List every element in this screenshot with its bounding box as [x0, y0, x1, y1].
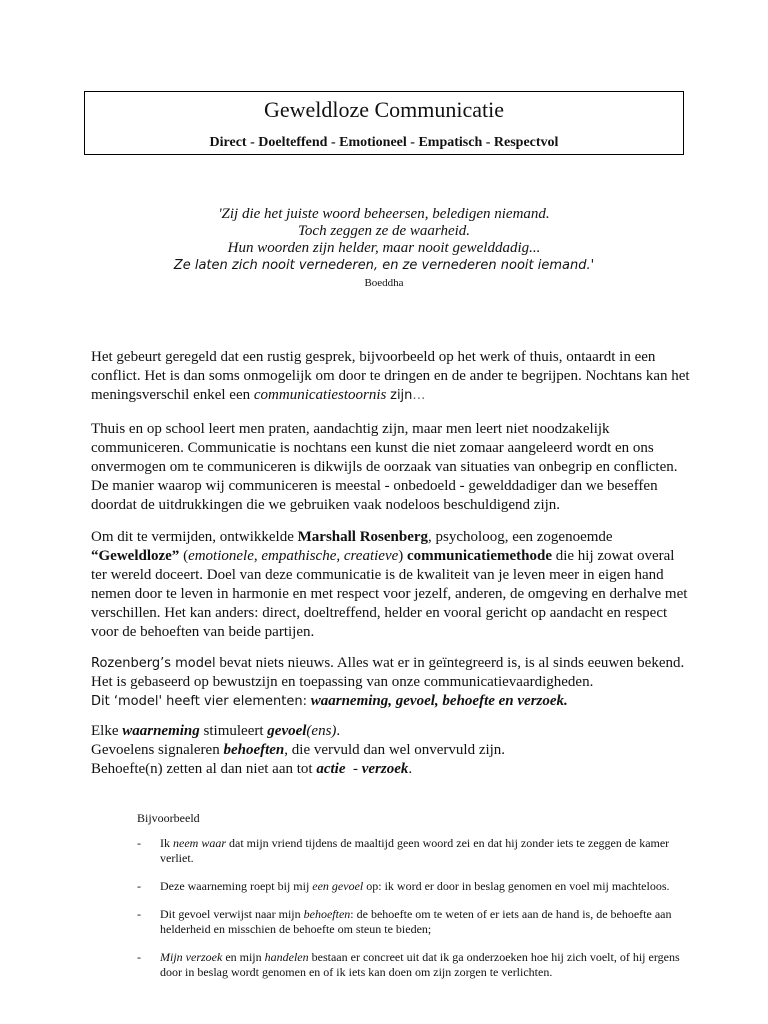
paragraph-2	[91, 420, 691, 515]
p5-line3-verzoek: verzoek	[361, 761, 409, 777]
quote-line-2: Toch zeggen ze de waarheid.	[297, 223, 471, 239]
p5-line3-c: -	[345, 761, 362, 777]
p3-text-4: ,	[253, 548, 262, 564]
p3-term: “Geweldloze”	[91, 548, 180, 564]
quote-line-1: 'Zij die het juiste woord beheersen, beledigen niemand.	[218, 206, 550, 222]
paragraph-1-dots: …	[412, 388, 426, 403]
p4-model: Rozenberg’s model	[91, 656, 216, 671]
item-3-c: : de behoefte om te weten of er iets aan de hand is, de behoefte aan helderheid en misschien de behoefte om steun te bieden;	[160, 907, 672, 936]
item-2-c: op: ik word er door in beslag genomen en voel mij machteloos.	[363, 879, 670, 893]
example-heading: Bijvoorbeeld	[137, 811, 200, 825]
list-item	[137, 879, 697, 894]
p5-line1-ens: (ens)	[306, 723, 337, 739]
paragraph-2-text: Thuis en op school leert men praten, aandachtig zijn, maar men leert niet noodzakelijk communiceren. Communicatie is nochtans een kunst die niet zomaar aangeleerd wordt en ons onvermogen om te communiceren is dikwijls de oorzaak van situaties van onbegrip en conflicten. De manier waarop wij communiceren is meestal - onbedoeld - gewelddadiger dan we beseffen doordat de uitdrukkingen die we gebruiken vaak nodeloos beschuldigend zijn.	[91, 421, 678, 513]
page-subtitle: Direct - Doelteffend - Emotioneel - Empatisch - Respectvol	[209, 135, 559, 150]
p5-line1-f: .	[336, 723, 341, 739]
p4-text-1: bevat niets nieuws. Alles wat er in geïntegreerd is, is al sinds eeuwen bekend. Het is gebaseerd op bewustzijn en toepassing van onze communicatievaardigheden.	[91, 655, 685, 690]
example-list	[137, 836, 697, 980]
p5-line3-e: .	[408, 761, 413, 777]
item-3-b: behoeften	[303, 907, 351, 921]
item-3-a: Dit gevoel verwijst naar mijn	[160, 907, 304, 921]
item-2-b: een gevoel	[312, 879, 364, 893]
item-4-c: en mijn	[222, 950, 265, 964]
item-4-e: bestaan er concreet uit dat ik ga onderzoeken hoe hij zich voelt, of hij ergens door in beslag wordt genomen en of ik iets kan doen om zijn zorgen te verlichten.	[160, 950, 680, 979]
quote-author: Boeddha	[364, 277, 404, 289]
quote-block	[84, 206, 684, 291]
p3-italic-1: emotionele	[188, 548, 254, 564]
p3-text-3: (	[179, 548, 189, 564]
p5-line1-a: Elke	[91, 723, 123, 739]
item-1-c: dat mijn vriend tijdens de maaltijd geen woord zei en dat hij zonder iets te zeggen de kamer verliet.	[160, 836, 670, 865]
example-block	[137, 811, 697, 993]
item-4-b: Mijn verzoek	[160, 950, 223, 964]
p3-text-5: )	[398, 548, 408, 564]
quote-line-3: Hun woorden zijn helder, maar nooit gewelddadig...	[227, 240, 541, 256]
paragraph-1-after: zijn	[390, 388, 413, 403]
paragraph-1-text: Het gebeurt geregeld dat een rustig gesprek, bijvoorbeeld op het werk of thuis, ontaardt in een conflict. Het is dan soms onmogelijk om door te dringen en de ander te begrijpen. Nochtans kan het meningsverschil enkel een	[91, 349, 690, 403]
item-1-a: Ik	[160, 836, 173, 850]
p5-line1-gevoel: gevoel	[267, 723, 307, 739]
item-4-d: handelen	[264, 950, 309, 964]
p3-text-6: die hij zowat overal ter wereld doceert. Doel van deze communicatie is de kwaliteit van je leven meer in eigen hand nemen door te leven in harmonie en met respect voor jezelf, anderen, de omgeving en derhalve met verschillen. Het kan anders: direct, doeltreffend, helder en vooral gericht op aandacht en respect voor de behoeften van beide partijen.	[91, 548, 688, 640]
p5-line1-c: stimuleert	[199, 723, 268, 739]
p3-text-2: , psycholoog, een zogenoemde	[428, 529, 613, 545]
p4-text-2: Dit ‘model' heeft vier elementen:	[91, 694, 307, 709]
list-dash: -	[137, 950, 141, 964]
item-2-a: Deze waarneming roept bij mij	[160, 879, 313, 893]
p4-elements: waarneming, gevoel, behoefte en verzoek.	[310, 693, 568, 709]
p5-line2-c: , die vervuld dan wel onvervuld zijn.	[284, 742, 506, 758]
list-dash: -	[137, 836, 141, 850]
page-title: Geweldloze Communicatie	[263, 97, 505, 122]
list-dash: -	[137, 907, 141, 921]
p5-line3-a: Behoefte(n) zetten al dan niet aan tot	[91, 761, 317, 777]
list-item	[137, 950, 697, 980]
paragraph-4	[91, 654, 691, 711]
p5-line2-behoeften: behoeften	[223, 742, 285, 758]
quote-line-4: Ze laten zich nooit vernederen, en ze vernederen nooit iemand.'	[173, 258, 595, 273]
item-1-b: neem waar	[173, 836, 226, 850]
p3-text-1: Om dit te vermijden, ontwikkelde	[91, 529, 298, 545]
list-dash: -	[137, 879, 141, 893]
list-item	[137, 907, 697, 937]
title-box	[84, 91, 684, 155]
list-item	[137, 836, 697, 866]
paragraph-3	[91, 528, 691, 642]
p5-line3-actie: actie	[316, 761, 346, 777]
p3-italic-2: empathische, creatieve	[261, 548, 399, 564]
paragraph-1-emphasis: communicatiestoornis	[253, 387, 387, 403]
p5-line2-a: Gevoelens signaleren	[91, 742, 224, 758]
paragraph-1	[91, 348, 691, 405]
p3-method: communicatiemethode	[407, 548, 552, 564]
p5-line1-waarneming: waarneming	[122, 723, 200, 739]
p3-author-name: Marshall Rosenberg	[297, 529, 429, 545]
paragraph-5	[91, 722, 691, 779]
